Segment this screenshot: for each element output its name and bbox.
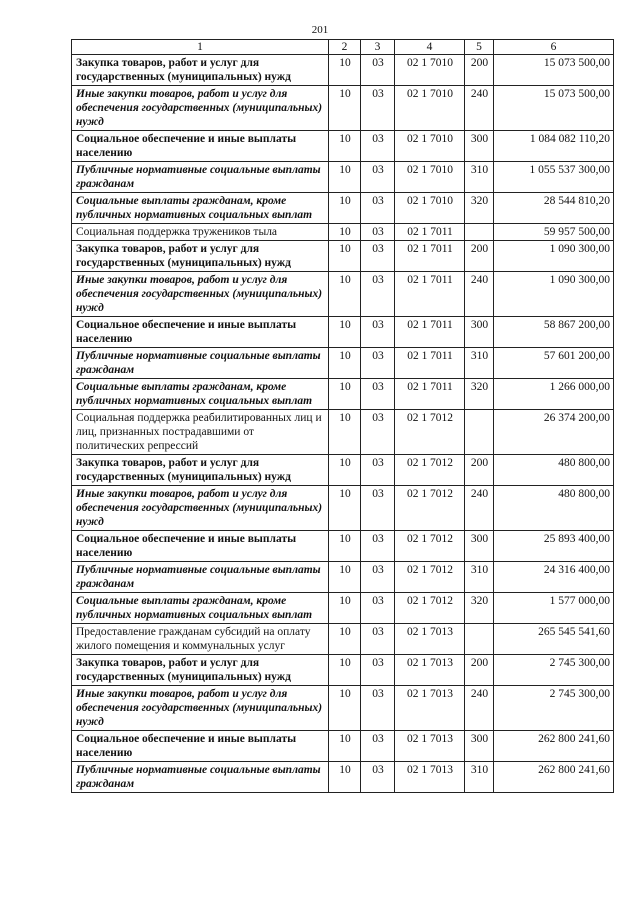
row-amount-cell: 262 800 241,60 bbox=[494, 731, 614, 762]
row-section-cell: 10 bbox=[329, 486, 361, 531]
row-amount-cell: 265 545 541,60 bbox=[494, 624, 614, 655]
row-target-article-cell: 02 1 7010 bbox=[395, 162, 465, 193]
column-header: 1 bbox=[72, 40, 329, 55]
table-row bbox=[72, 731, 614, 762]
row-amount-cell: 2 745 300,00 bbox=[494, 686, 614, 731]
row-expense-type-cell: 240 bbox=[465, 486, 494, 531]
row-expense-type-cell bbox=[465, 624, 494, 655]
budget-table bbox=[71, 39, 614, 793]
column-header: 2 bbox=[329, 40, 361, 55]
row-target-article-cell: 02 1 7011 bbox=[395, 224, 465, 241]
row-section-cell: 10 bbox=[329, 348, 361, 379]
table-row bbox=[72, 455, 614, 486]
row-target-article-cell: 02 1 7012 bbox=[395, 455, 465, 486]
row-target-article-cell: 02 1 7011 bbox=[395, 348, 465, 379]
row-subsection-cell: 03 bbox=[361, 410, 395, 455]
row-amount-cell: 480 800,00 bbox=[494, 486, 614, 531]
row-expense-type-cell: 310 bbox=[465, 162, 494, 193]
row-subsection-cell: 03 bbox=[361, 486, 395, 531]
row-target-article-cell: 02 1 7012 bbox=[395, 486, 465, 531]
row-amount-cell: 1 084 082 110,20 bbox=[494, 131, 614, 162]
row-name-cell: Закупка товаров, работ и услуг для государственных (муниципальных) нужд bbox=[72, 655, 329, 686]
row-amount-cell: 1 090 300,00 bbox=[494, 272, 614, 317]
row-name-cell: Социальное обеспечение и иные выплаты населению bbox=[72, 317, 329, 348]
row-amount-cell: 15 073 500,00 bbox=[494, 55, 614, 86]
row-subsection-cell: 03 bbox=[361, 348, 395, 379]
row-expense-type-cell: 300 bbox=[465, 531, 494, 562]
row-amount-cell: 1 055 537 300,00 bbox=[494, 162, 614, 193]
row-section-cell: 10 bbox=[329, 241, 361, 272]
row-section-cell: 10 bbox=[329, 162, 361, 193]
row-expense-type-cell bbox=[465, 224, 494, 241]
row-subsection-cell: 03 bbox=[361, 531, 395, 562]
row-target-article-cell: 02 1 7012 bbox=[395, 410, 465, 455]
table-row bbox=[72, 762, 614, 793]
row-expense-type-cell: 240 bbox=[465, 272, 494, 317]
row-amount-cell: 24 316 400,00 bbox=[494, 562, 614, 593]
row-section-cell: 10 bbox=[329, 131, 361, 162]
row-expense-type-cell: 310 bbox=[465, 348, 494, 379]
row-target-article-cell: 02 1 7011 bbox=[395, 241, 465, 272]
row-target-article-cell: 02 1 7013 bbox=[395, 655, 465, 686]
row-expense-type-cell: 200 bbox=[465, 55, 494, 86]
column-header: 6 bbox=[494, 40, 614, 55]
table-row bbox=[72, 348, 614, 379]
row-target-article-cell: 02 1 7010 bbox=[395, 193, 465, 224]
row-target-article-cell: 02 1 7012 bbox=[395, 562, 465, 593]
row-target-article-cell: 02 1 7013 bbox=[395, 762, 465, 793]
row-amount-cell: 262 800 241,60 bbox=[494, 762, 614, 793]
table-row bbox=[72, 531, 614, 562]
row-subsection-cell: 03 bbox=[361, 624, 395, 655]
row-subsection-cell: 03 bbox=[361, 272, 395, 317]
row-name-cell: Иные закупки товаров, работ и услуг для обеспечения государственных (муниципальных) нужд bbox=[72, 686, 329, 731]
row-amount-cell: 58 867 200,00 bbox=[494, 317, 614, 348]
row-name-cell: Социальное обеспечение и иные выплаты населению bbox=[72, 531, 329, 562]
row-section-cell: 10 bbox=[329, 624, 361, 655]
table-row bbox=[72, 272, 614, 317]
row-section-cell: 10 bbox=[329, 410, 361, 455]
row-section-cell: 10 bbox=[329, 272, 361, 317]
row-subsection-cell: 03 bbox=[361, 193, 395, 224]
row-target-article-cell: 02 1 7011 bbox=[395, 317, 465, 348]
row-expense-type-cell: 240 bbox=[465, 686, 494, 731]
row-name-cell: Социальное обеспечение и иные выплаты населению bbox=[72, 131, 329, 162]
row-target-article-cell: 02 1 7013 bbox=[395, 731, 465, 762]
row-name-cell: Публичные нормативные социальные выплаты гражданам bbox=[72, 762, 329, 793]
row-expense-type-cell: 300 bbox=[465, 731, 494, 762]
row-expense-type-cell: 240 bbox=[465, 86, 494, 131]
row-subsection-cell: 03 bbox=[361, 762, 395, 793]
row-name-cell: Социальная поддержка реабилитированных лиц и лиц, признанных пострадавшими от политических репрессий bbox=[72, 410, 329, 455]
row-expense-type-cell: 320 bbox=[465, 379, 494, 410]
row-expense-type-cell: 310 bbox=[465, 562, 494, 593]
row-expense-type-cell: 320 bbox=[465, 593, 494, 624]
row-subsection-cell: 03 bbox=[361, 593, 395, 624]
table-row bbox=[72, 379, 614, 410]
row-expense-type-cell: 200 bbox=[465, 655, 494, 686]
table-row bbox=[72, 193, 614, 224]
row-amount-cell: 25 893 400,00 bbox=[494, 531, 614, 562]
row-name-cell: Предоставление гражданам субсидий на оплату жилого помещения и коммунальных услуг bbox=[72, 624, 329, 655]
row-name-cell: Социальное обеспечение и иные выплаты населению bbox=[72, 731, 329, 762]
table-row bbox=[72, 593, 614, 624]
row-name-cell: Иные закупки товаров, работ и услуг для обеспечения государственных (муниципальных) нужд bbox=[72, 272, 329, 317]
row-subsection-cell: 03 bbox=[361, 455, 395, 486]
row-amount-cell: 26 374 200,00 bbox=[494, 410, 614, 455]
row-expense-type-cell: 310 bbox=[465, 762, 494, 793]
table-row bbox=[72, 410, 614, 455]
row-target-article-cell: 02 1 7012 bbox=[395, 531, 465, 562]
row-subsection-cell: 03 bbox=[361, 379, 395, 410]
row-section-cell: 10 bbox=[329, 593, 361, 624]
row-section-cell: 10 bbox=[329, 86, 361, 131]
row-amount-cell: 2 745 300,00 bbox=[494, 655, 614, 686]
row-name-cell: Закупка товаров, работ и услуг для государственных (муниципальных) нужд bbox=[72, 241, 329, 272]
row-amount-cell: 15 073 500,00 bbox=[494, 86, 614, 131]
row-name-cell: Закупка товаров, работ и услуг для государственных (муниципальных) нужд bbox=[72, 455, 329, 486]
row-subsection-cell: 03 bbox=[361, 224, 395, 241]
row-section-cell: 10 bbox=[329, 686, 361, 731]
row-name-cell: Иные закупки товаров, работ и услуг для обеспечения государственных (муниципальных) нужд bbox=[72, 86, 329, 131]
row-subsection-cell: 03 bbox=[361, 86, 395, 131]
table-row bbox=[72, 562, 614, 593]
row-amount-cell: 59 957 500,00 bbox=[494, 224, 614, 241]
row-name-cell: Закупка товаров, работ и услуг для государственных (муниципальных) нужд bbox=[72, 55, 329, 86]
table-row bbox=[72, 86, 614, 131]
table-row bbox=[72, 686, 614, 731]
table-row bbox=[72, 224, 614, 241]
table-body bbox=[72, 55, 614, 793]
table-header-row bbox=[72, 40, 614, 55]
row-expense-type-cell bbox=[465, 410, 494, 455]
table-row bbox=[72, 655, 614, 686]
row-name-cell: Социальные выплаты гражданам, кроме публичных нормативных социальных выплат bbox=[72, 193, 329, 224]
row-target-article-cell: 02 1 7011 bbox=[395, 379, 465, 410]
row-expense-type-cell: 200 bbox=[465, 455, 494, 486]
table-row bbox=[72, 55, 614, 86]
row-subsection-cell: 03 bbox=[361, 131, 395, 162]
row-expense-type-cell: 300 bbox=[465, 131, 494, 162]
row-target-article-cell: 02 1 7013 bbox=[395, 624, 465, 655]
row-section-cell: 10 bbox=[329, 193, 361, 224]
row-name-cell: Публичные нормативные социальные выплаты гражданам bbox=[72, 348, 329, 379]
table-row bbox=[72, 131, 614, 162]
row-expense-type-cell: 200 bbox=[465, 241, 494, 272]
row-amount-cell: 1 577 000,00 bbox=[494, 593, 614, 624]
row-name-cell: Социальные выплаты гражданам, кроме публичных нормативных социальных выплат bbox=[72, 379, 329, 410]
table-row bbox=[72, 162, 614, 193]
table-row bbox=[72, 624, 614, 655]
row-subsection-cell: 03 bbox=[361, 162, 395, 193]
row-target-article-cell: 02 1 7010 bbox=[395, 86, 465, 131]
row-amount-cell: 1 090 300,00 bbox=[494, 241, 614, 272]
column-header: 3 bbox=[361, 40, 395, 55]
row-subsection-cell: 03 bbox=[361, 562, 395, 593]
row-section-cell: 10 bbox=[329, 224, 361, 241]
row-name-cell: Социальная поддержка тружеников тыла bbox=[72, 224, 329, 241]
row-amount-cell: 57 601 200,00 bbox=[494, 348, 614, 379]
row-expense-type-cell: 300 bbox=[465, 317, 494, 348]
row-section-cell: 10 bbox=[329, 55, 361, 86]
row-section-cell: 10 bbox=[329, 562, 361, 593]
column-header: 4 bbox=[395, 40, 465, 55]
table-row bbox=[72, 317, 614, 348]
row-section-cell: 10 bbox=[329, 455, 361, 486]
table-row bbox=[72, 486, 614, 531]
row-target-article-cell: 02 1 7010 bbox=[395, 131, 465, 162]
row-name-cell: Публичные нормативные социальные выплаты гражданам bbox=[72, 162, 329, 193]
row-section-cell: 10 bbox=[329, 762, 361, 793]
row-name-cell: Иные закупки товаров, работ и услуг для обеспечения государственных (муниципальных) нужд bbox=[72, 486, 329, 531]
row-target-article-cell: 02 1 7013 bbox=[395, 686, 465, 731]
row-subsection-cell: 03 bbox=[361, 655, 395, 686]
row-subsection-cell: 03 bbox=[361, 241, 395, 272]
row-expense-type-cell: 320 bbox=[465, 193, 494, 224]
column-header: 5 bbox=[465, 40, 494, 55]
row-section-cell: 10 bbox=[329, 379, 361, 410]
row-target-article-cell: 02 1 7011 bbox=[395, 272, 465, 317]
row-subsection-cell: 03 bbox=[361, 317, 395, 348]
row-subsection-cell: 03 bbox=[361, 55, 395, 86]
row-section-cell: 10 bbox=[329, 731, 361, 762]
table-row bbox=[72, 241, 614, 272]
row-target-article-cell: 02 1 7012 bbox=[395, 593, 465, 624]
row-amount-cell: 1 266 000,00 bbox=[494, 379, 614, 410]
row-target-article-cell: 02 1 7010 bbox=[395, 55, 465, 86]
row-section-cell: 10 bbox=[329, 317, 361, 348]
row-name-cell: Публичные нормативные социальные выплаты гражданам bbox=[72, 562, 329, 593]
row-name-cell: Социальные выплаты гражданам, кроме публичных нормативных социальных выплат bbox=[72, 593, 329, 624]
page-number: 201 bbox=[311, 24, 329, 36]
row-section-cell: 10 bbox=[329, 531, 361, 562]
row-section-cell: 10 bbox=[329, 655, 361, 686]
row-subsection-cell: 03 bbox=[361, 731, 395, 762]
row-amount-cell: 28 544 810,20 bbox=[494, 193, 614, 224]
row-amount-cell: 480 800,00 bbox=[494, 455, 614, 486]
row-subsection-cell: 03 bbox=[361, 686, 395, 731]
